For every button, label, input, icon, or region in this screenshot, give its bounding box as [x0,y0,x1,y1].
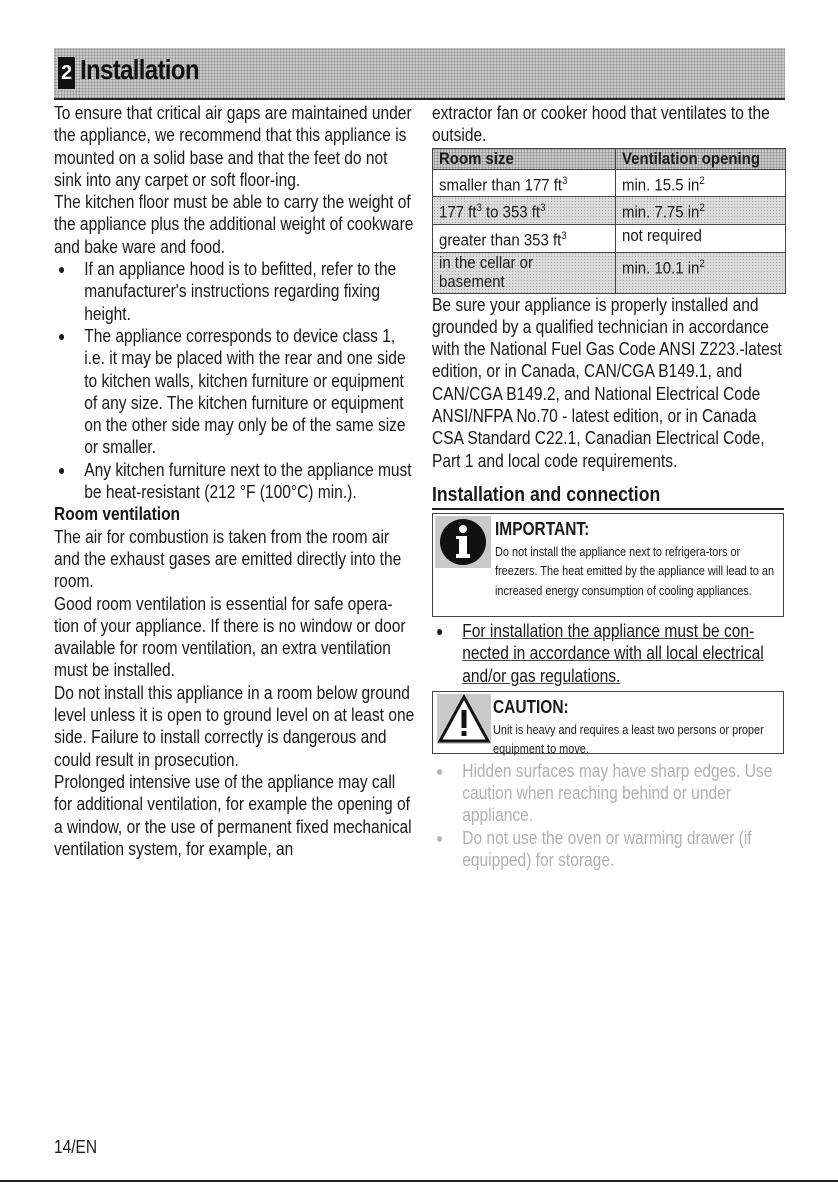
installation-heading: Installation and connection [432,481,784,510]
section-title: Installation [80,54,199,85]
paragraph: extractor fan or cooker hood that ventilates to the outside. [432,102,770,146]
section-number-badge: 2 [58,57,75,89]
list-item [432,760,784,827]
table-cell: in the cellar or basement [433,252,616,293]
important-title: IMPORTANT: [495,518,590,539]
room-ventilation-heading: Room ventilation [54,503,181,525]
left-column [54,102,416,860]
footer-rule [0,1180,838,1182]
paragraph: Be sure your appliance is properly installed and grounded by a qualified technician in accordance with the National Fuel Gas Code ANSI Z223.-latest edition, or in Canada, CAN/CGA B149.1, and CAN/CGA B149.2, and National Electrical Code ANSI/NFPA No.70 - latest edition, or in Canada CSA Standard C22.1, Canadian Electrical Code, Part 1 and local code requirements. [432,293,782,471]
table-cell: min. 15.5 $in^2$ [616,169,786,197]
caution-title: CAUTION: [493,696,569,717]
important-notice [432,513,784,617]
list-item-text: The appliance corresponds to device class 1, i.e. it may be placed with the rear and one side to kitchen walls, kitchen furniture or equipment of any size. The kitchen furniture or equipment on the other side may only be of the same size or smaller. [84,324,406,458]
paragraph: The kitchen floor must be able to carry the weight of the appliance plus the additional weight of cookware and bake ware and food. [54,191,414,257]
info-icon [435,516,491,568]
table-cell: not required [616,224,786,252]
ventilation-table [432,148,786,294]
table-cell: min. 7.75 $in^2$ [616,197,786,225]
list-item [54,258,416,325]
caution-text: Unit is heavy and requires a least two persons or proper equipment to move. [493,721,764,757]
list-item-text: For installation the appliance must be con-nected in accordance with all local electrical and/or gas regulations. [462,619,764,686]
table-row [433,252,786,293]
table-cell: min. 10.1 $in^2$ [616,252,786,293]
table-header-cell: Ventilation opening [616,148,786,169]
table-row [433,169,786,197]
section-header [54,48,785,100]
table-row [433,224,786,252]
table-header-row [433,148,786,169]
bullet-icon [437,629,442,635]
table-header-cell: Room size [433,148,616,169]
page-number: 14/EN [54,1137,98,1157]
list-item [54,459,416,504]
bullet-icon [437,769,442,775]
paragraph: The air for combustion is taken from the room air and the exhaust gases are emitted directly into the room. [54,525,402,592]
header-rule [54,98,785,100]
paragraph: Prolonged intensive use of the appliance may call for additional ventilation, for example the opening of a window, or the use of permanent fixed mechanical ventilation system, for example, an [54,770,412,859]
table-cell: greater than 353 $ft^3$ [433,224,616,252]
list-item-text: Hidden surfaces may have sharp edges. Use caution when reaching behind or under appliance. [462,759,773,826]
bullet-icon [59,468,64,474]
list-item [54,325,416,459]
list-item-text: Do not use the oven or warming drawer (if equipped) for storage. [462,826,752,871]
table-cell: smaller than 177 $ft^3$ [433,169,616,197]
bullet-icon [59,267,64,273]
list-item [432,827,784,872]
list-item-text: If an appliance hood is to befitted, refer to the manufacturer's instructions regarding fixing height. [84,258,397,324]
paragraph: Good room ventilation is essential for safe opera-tion of your appliance. If there is no window or door available for room ventilation, an extra ventilation must be installed. [54,592,406,681]
important-text: Do not install the appliance next to refrigera-tors or freezers. The heat emitted by the appliance will lead to an increased energy consumption of cooling appliances. [495,543,775,598]
paragraph: To ensure that critical air gaps are maintained under the appliance, we recommend that this appliance is mounted on a solid base and that the feet do not sink into any carpet or soft floor-ing. [54,102,412,190]
right-column [432,102,784,871]
paragraph: Do not install this appliance in a room below ground level unless it is open to ground level on at least one side. Failure to install correctly is dangerous and could result in prosecution. [54,681,415,770]
list-item [432,620,784,687]
bullet-icon [59,334,64,340]
bullet-icon [437,836,442,842]
list-item-text: Any kitchen furniture next to the appliance must be heat-resistant (212 °F (100°C) min.). [84,458,412,503]
table-cell: 177 $ft^3$ to 353 $ft^3$ [433,197,616,225]
caution-notice [432,691,784,757]
table-row [433,197,786,225]
warning-icon [437,694,491,744]
